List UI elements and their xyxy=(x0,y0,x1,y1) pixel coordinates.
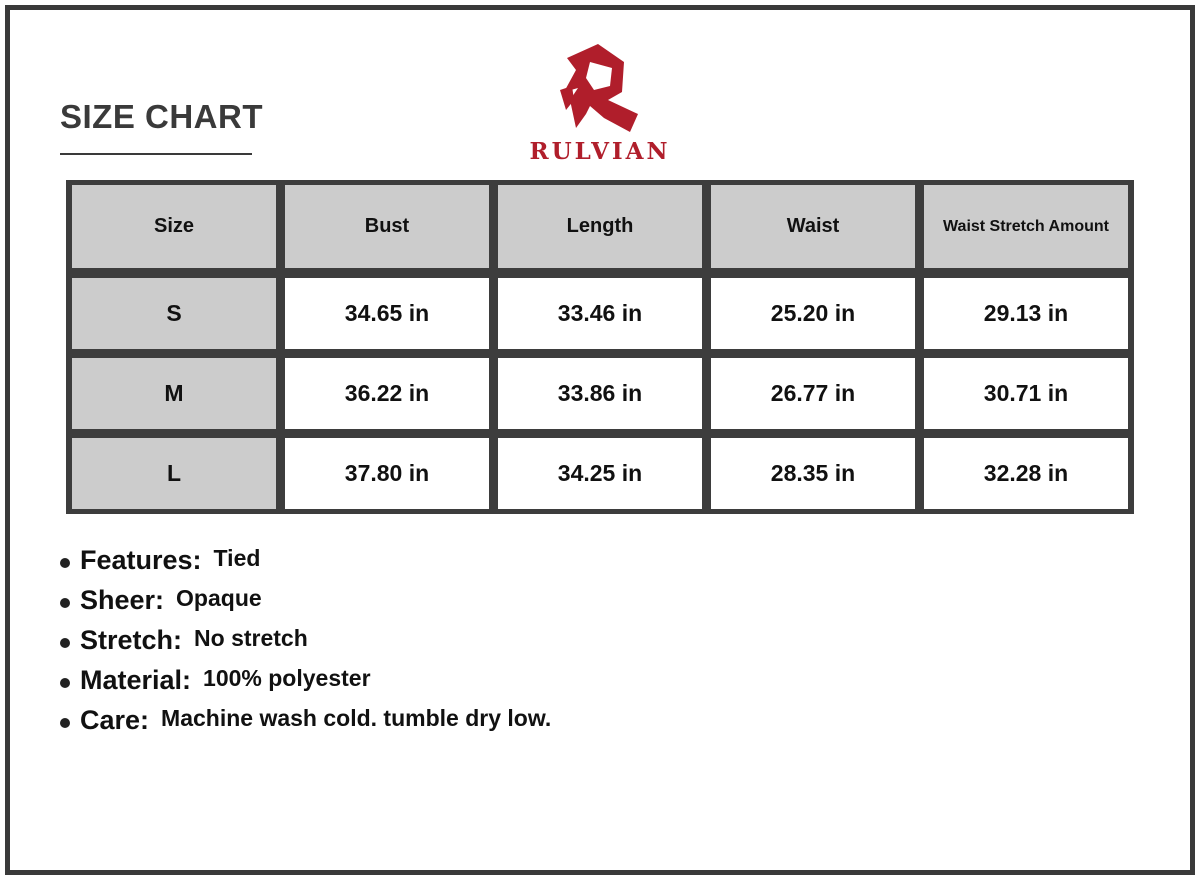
feature-value: Tied xyxy=(213,545,261,571)
brand-name: RULVIAN xyxy=(529,138,671,165)
table-cell-length: 33.86 in xyxy=(498,358,702,429)
header-bust: Bust xyxy=(285,185,489,268)
feature-label: Stretch: xyxy=(80,625,183,655)
table-cell-bust: 37.80 in xyxy=(285,438,489,509)
header-size: Size xyxy=(72,185,276,268)
feature-value: No stretch xyxy=(194,625,308,651)
list-item xyxy=(60,665,551,705)
header-waist: Waist xyxy=(711,185,915,268)
feature-value: Machine wash cold. tumble dry low. xyxy=(161,705,552,731)
table-cell-waist-stretch: 32.28 in xyxy=(924,438,1128,509)
bullet-icon xyxy=(60,558,70,568)
table-cell-waist: 28.35 in xyxy=(711,438,915,509)
table-cell-size: S xyxy=(72,278,276,349)
table-cell-bust: 36.22 in xyxy=(285,358,489,429)
bullet-icon xyxy=(60,718,70,728)
table-cell-bust: 34.65 in xyxy=(285,278,489,349)
feature-label: Features: xyxy=(80,545,202,575)
title-underline xyxy=(60,153,252,155)
feature-value: 100% polyester xyxy=(203,665,371,691)
list-item xyxy=(60,545,551,585)
feature-label: Care: xyxy=(80,705,150,735)
table-cell-waist-stretch: 30.71 in xyxy=(924,358,1128,429)
bullet-icon xyxy=(60,638,70,648)
table-cell-waist-stretch: 29.13 in xyxy=(924,278,1128,349)
feature-label: Material: xyxy=(80,665,192,695)
list-item xyxy=(60,585,551,625)
header-length: Length xyxy=(498,185,702,268)
bullet-icon xyxy=(60,598,70,608)
table-cell-size: M xyxy=(72,358,276,429)
page-title: SIZE CHART xyxy=(60,98,263,135)
list-item xyxy=(60,625,551,665)
feature-list xyxy=(60,545,551,745)
bullet-icon xyxy=(60,678,70,688)
table-cell-size: L xyxy=(72,438,276,509)
table-cell-waist: 26.77 in xyxy=(711,358,915,429)
header-waist-stretch: Waist Stretch Amount xyxy=(924,185,1128,268)
feature-label: Sheer: xyxy=(80,585,165,615)
list-item xyxy=(60,705,551,745)
table-cell-length: 34.25 in xyxy=(498,438,702,509)
feature-value: Opaque xyxy=(176,585,262,611)
size-chart-table xyxy=(66,180,1134,514)
table-cell-waist: 25.20 in xyxy=(711,278,915,349)
table-cell-length: 33.46 in xyxy=(498,278,702,349)
